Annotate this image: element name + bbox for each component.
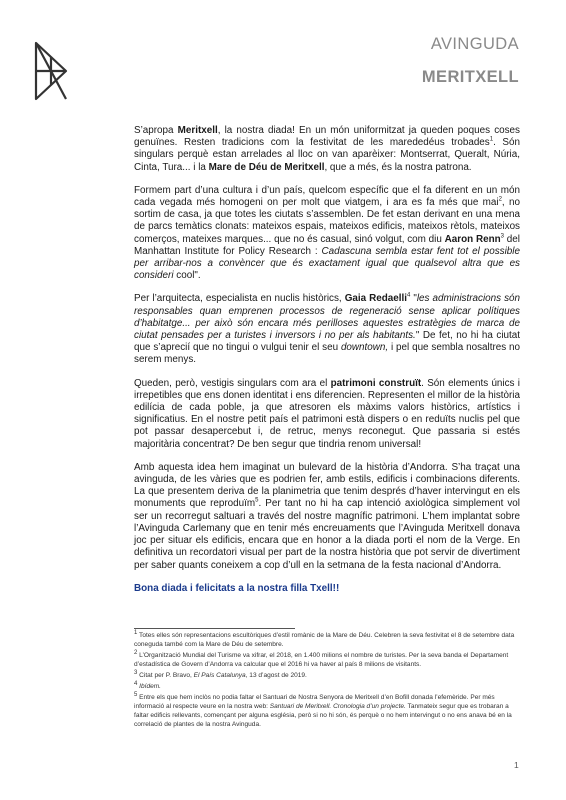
footnote-number: 3: [134, 669, 138, 676]
quote-renn: Cadascuna sembla estar fent tot el possible per arribar-nos a convèncer que és exactament igual que qualsevol altra que es consideri: [134, 245, 520, 282]
footnote-ref-2[interactable]: 2: [498, 196, 502, 203]
text: S’apropa: [134, 125, 178, 136]
paragraph-1: [134, 125, 520, 174]
footnote-4: [134, 680, 522, 692]
footnote-ref-4[interactable]: 4: [406, 293, 411, 300]
quote-redaelli: les administracions són responsables quan emprenen processos de regeneració sense aplicar polítiques d’habitatge... per això són encara més perilloses aquestes estratègies de marca de ciutat pensades per a turistes i inversors i no per als habitants.: [134, 293, 521, 342]
footnote-number: 5: [134, 692, 138, 699]
page-number: 1: [514, 760, 519, 770]
footnote-number: 1: [134, 629, 138, 636]
footnote-number: 4: [134, 680, 138, 687]
footnotes: [134, 629, 522, 732]
text: i pel que sembla nosaltres no serem menys.: [134, 342, 520, 366]
footnote-3: [134, 669, 522, 681]
footnote-text: , 13 d’agost de 2019.: [245, 672, 307, 679]
text: . Són singulars perquè estan arrelades al lloc on van aparèixer: Montserrat, Queralt, Núria, Cinta, Tura... i la: [134, 137, 520, 173]
bold-aaron-renn: Aaron Renn: [444, 233, 501, 245]
paragraph-4: [134, 378, 520, 451]
text: Queden, però, vestigis singulars com ara el: [134, 377, 331, 389]
text: , que a més, és la nostra patrona.: [324, 161, 472, 173]
italic-downtown: downtown,: [340, 342, 389, 354]
footnote-separator: [134, 628, 295, 629]
brand-line-meritxell: MERITXELL: [421, 67, 519, 86]
footnote-ref-1[interactable]: 1: [489, 136, 494, 143]
paragraph-5: [134, 462, 520, 572]
text: , no sortim de casa, ja que totes les ciutats s’assemblen. De fet estan derivant en una mena de parcs temàtics clonats: mateixos espais, mateixos edificis, mateixos rètols, mateixos comerços, mateixes marques... que no és casual, sinó volgut, com diu: [134, 197, 520, 245]
footnote-text: Ibídem.: [137, 683, 161, 691]
footnote-2: [134, 649, 522, 670]
text: Formem part d’una cultura i d’un país, quelcom específic que el fa diferent en un món cada vegada més homogeni on per molt que viatgem, i ara es fa més que mai: [134, 184, 520, 209]
bold-mare-de-deu: Mare de Déu de Meritxell: [208, 161, 325, 173]
text: " De fet, no hi ha ciutat que s’aprecií que no tingui o vulgui tenir el seu: [134, 330, 520, 354]
footnote-text: Tanmateix segur que es trobaran a faltar edificis rellevants, començant per alguna església, però si no hi són, és perquè o no hem intervingut o no ens anava bé en la correlació de plantes de la nostra Avinguda.: [134, 703, 512, 728]
bold-gaia-redaelli: Gaia Redaelli: [344, 293, 407, 305]
paragraph-2: [134, 185, 520, 283]
bold-meritxell: Meritxell: [177, 125, 218, 136]
meritxell-logo-icon: [34, 41, 68, 101]
footnote-ref-5[interactable]: 5: [255, 498, 259, 505]
footnote-number: 2: [134, 649, 138, 656]
article-body: [134, 125, 520, 606]
brand-wordmark: [422, 36, 519, 85]
text: del Manhattan Institute for Policy Research :: [134, 233, 520, 257]
footnote-web-title: Santuari de Meritxell. Cronologia d’un projecte.: [269, 703, 406, 711]
text: ": [410, 293, 417, 305]
brand-line-avinguda: AVINGUDA: [430, 35, 519, 53]
closing-line: Bona diada i felicitats a la nostra filla Txell!!: [134, 582, 340, 594]
bold-patrimoni-construit: patrimoni construït: [330, 377, 422, 389]
footnote-source-title: El País Catalunya: [193, 672, 246, 679]
text: . Per tant no hi ha cap intenció axiològica simplement vol ser un recorregut saltuari a través del nostre magnífic patrimoni. L’hem implantat sobre l’Avinguda Carlemany que en tenir més encreuaments que l’Avinguda Meritxell donava joc per situar els edificis, encara que en honor a la diada porti el nom de la Verge. En definitiva un recordatori visual per part de la nostra història que pot servir de divertiment per saber quants coneixem a cop d’ull en la setmana de la festa nacional d’Andorra.: [134, 498, 520, 571]
text: Amb aquesta idea hem imaginat un bulevard de la història d’Andorra. S’ha traçat una avinguda, de les vàries que es podrien fer, amb estils, edificis i combinacions diferents. La que presentem deriva de la planimetria que tenim després d’haver intervingut en els monuments que reproduïm: [134, 461, 520, 510]
text: . Són elements únics i irrepetibles que ens donen identitat i ens diferencien. Representen el millor de la història edilícia de cada poble, ja que atresoren els màxims valors històrics, artístics i significatius. En el nostre petit país el patrimoni està dispers o en reduïts nuclis pel que pot passar desapercebut i, de retruc, menys reconegut. Que passaria si estés majoritària concentrat? De ben segur que tindria renom universal!: [134, 377, 520, 450]
text: cool".: [173, 270, 201, 282]
text: Per l’arquitecta, especialista en nuclis històrics,: [134, 293, 345, 305]
footnote-5: [134, 694, 522, 730]
footnote-ref-3[interactable]: 3: [500, 233, 505, 240]
footnote-text: Entre els que hem inclòs no podia faltar el Santuari de Nostra Senyora de Meritxell d’en Bofill donada l’efemèride. Per més informació al respecte veure en la nostra web:: [134, 694, 495, 711]
text: , la nostra diada! En un món uniformitzat ja queden poques coses genuïnes. Resten tradicions com la festivitat de les marededéus trobades: [134, 125, 520, 149]
footnote-text: Citat per P. Bravo,: [137, 672, 194, 679]
paragraph-3: [134, 293, 520, 366]
footnote-text: L’Organització Mundial del Turisme va xifrar, el 2018, en 1.400 milions el nombre de turistes. Per la seva banda el Departament d’estadística de Govern d’Andorra va calcular que el 2016 hi va haver al país 8 milions de visitants.: [134, 652, 509, 668]
footnote-text: Totes elles són representacions escultòriques d’estil romànic de la Mare de Déu. Celebren la seva festivitat el 8 de setembre data coneguda també com la Mare de Déu de setembre.: [134, 632, 515, 648]
footnote-1: [134, 629, 522, 650]
